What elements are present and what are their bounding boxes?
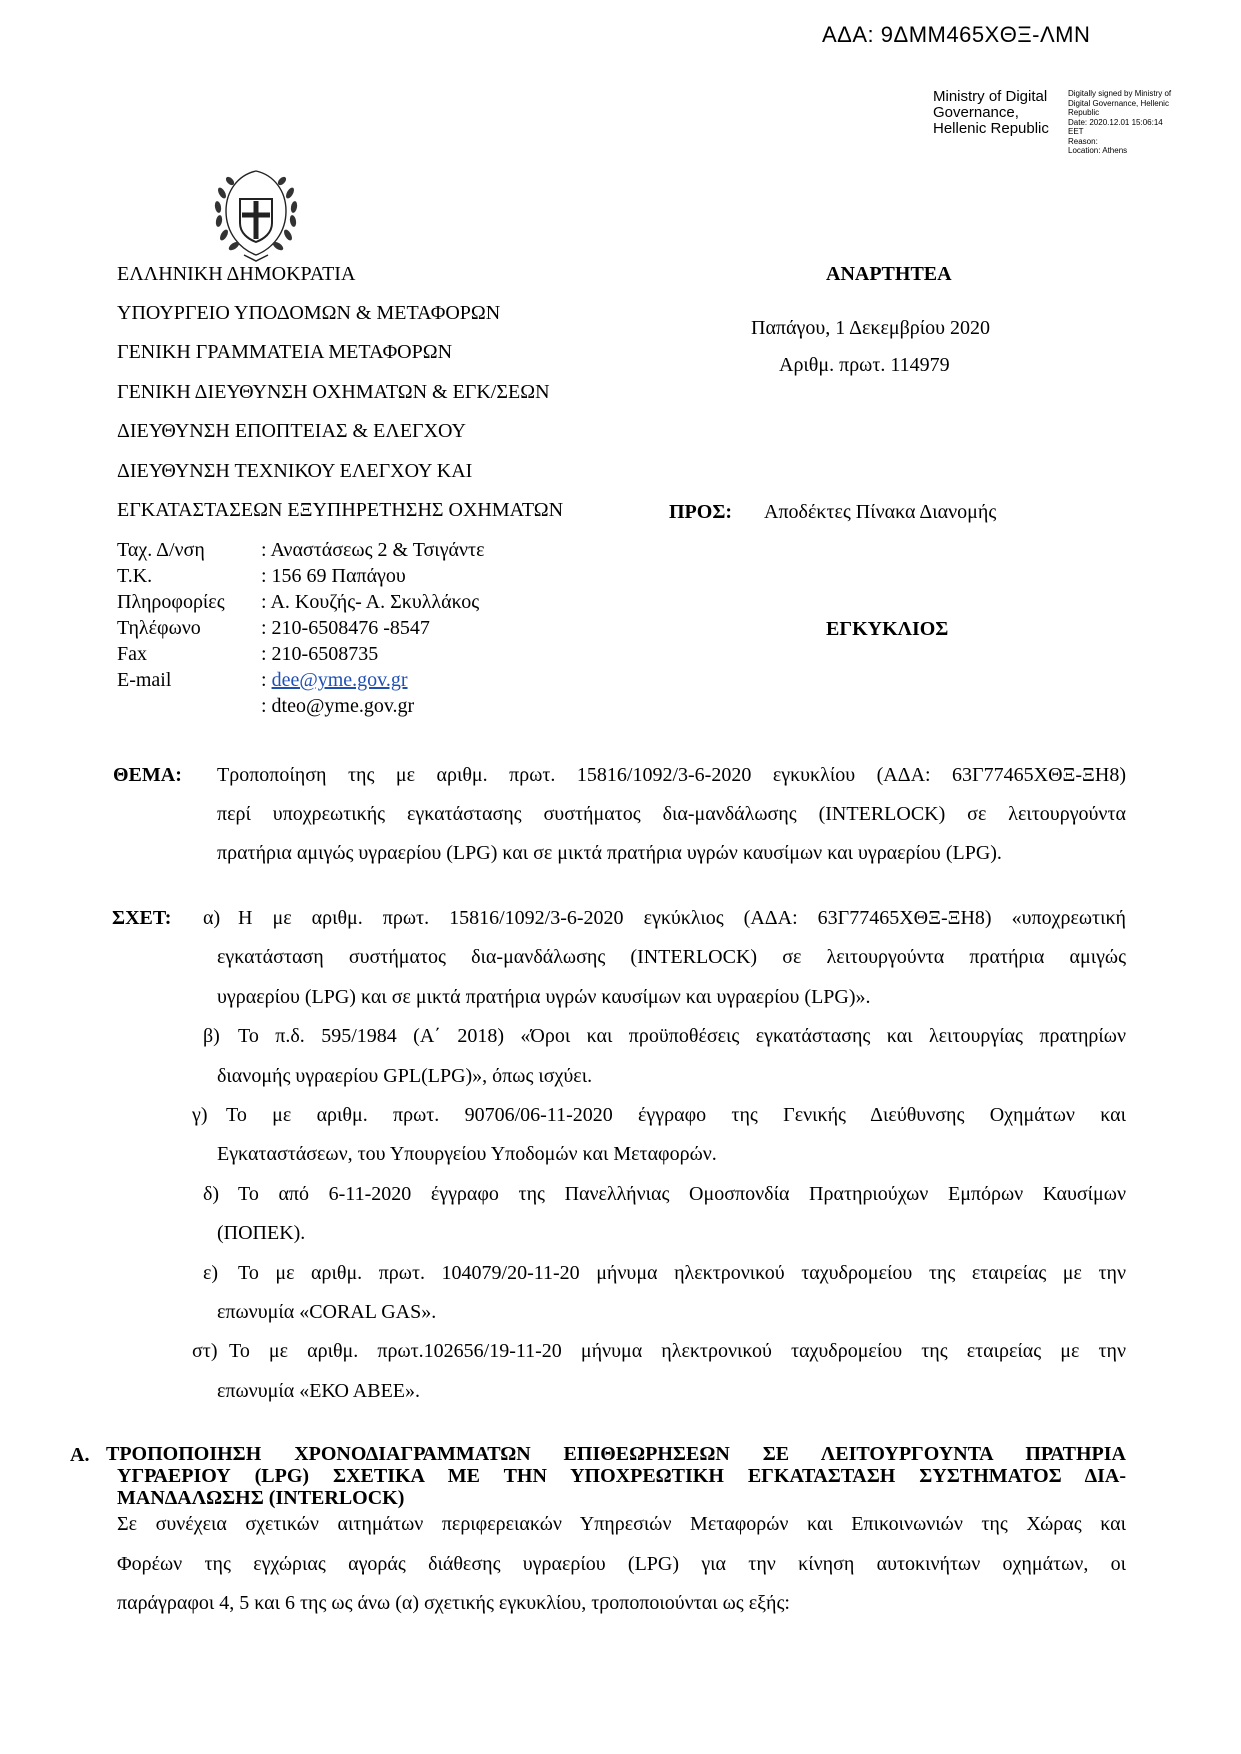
reference-marker: στ) — [192, 1340, 218, 1362]
reference-line: επωνυμία «CORAL GAS». — [217, 1301, 437, 1323]
ada-header: ΑΔΑ: 9ΔΜΜ465ΧΘΞ-ΛΜΝ — [822, 22, 1091, 47]
postal-code-value: : 156 69 Παπάγου — [261, 565, 406, 587]
reference-line: διανομής υγραερίου GPL(LPG)», όπως ισχύει. — [217, 1065, 593, 1087]
reference-line: (ΠΟΠΕΚ). — [217, 1222, 306, 1244]
reference-marker: δ) — [203, 1183, 220, 1205]
heading-line: ΓΕΝΙΚΗ ΓΡΑΜΜΑΤΕΙΑ ΜΕΤΑΦΟΡΩΝ — [117, 341, 453, 363]
heading-line: ΥΠΟΥΡΓΕΙΟ ΥΠΟΔΟΜΩΝ & ΜΕΤΑΦΟΡΩΝ — [117, 302, 501, 324]
address-value: : Αναστάσεως 2 & Τσιγάντε — [261, 539, 485, 561]
protocol-number: Αριθμ. πρωτ. 114979 — [779, 354, 950, 376]
heading-line: ΓΕΝΙΚΗ ΔΙΕΥΘΥΝΣΗ ΟΧΗΜΑΤΩΝ & ΕΓΚ/ΣΕΩΝ — [117, 381, 550, 403]
signature-detail-line: Digital Governance, Hellenic — [1068, 98, 1169, 108]
fax-label: Fax — [117, 643, 147, 665]
subject-line: περί υποχρεωτικής εγκατάστασης συστήματος δια-μανδάλωσης (INTERLOCK) σε λειτουργούντα — [217, 803, 1126, 825]
reference-line: Το με αριθμ. πρωτ. 104079/20-11-20 μήνυμα ηλεκτρονικού ταχυδρομείου της εταιρείας με την — [238, 1262, 1126, 1284]
signature-detail-line: Digitally signed by Ministry of — [1068, 89, 1172, 98]
reference-line: επωνυμία «ΕΚΟ ΑΒΕΕ». — [217, 1380, 421, 1402]
section-a-body-line: Φορέων της εγχώριας αγοράς διάθεσης υγραερίου (LPG) για την κίνηση αυτοκινήτων οχημάτων, οι — [117, 1553, 1126, 1575]
postal-code-label: Τ.Κ. — [117, 565, 153, 587]
section-a-marker: Α. — [70, 1444, 90, 1466]
reference-marker: β) — [203, 1025, 220, 1047]
subject-label: ΘΕΜΑ: — [113, 764, 182, 786]
heading-line: ΕΓΚΑΤΑΣΤΑΣΕΩΝ ΕΞΥΠΗΡΕΤΗΣΗΣ ΟΧΗΜΑΤΩΝ — [117, 499, 564, 521]
reference-line: υγραερίου (LPG) και σε μικτά πρατήρια υγρών καυσίμων και υγραερίου (LPG)». — [217, 986, 871, 1008]
reference-line: Το με αριθμ. πρωτ. 90706/06-11-2020 έγγραφο της Γενικής Διεύθυνσης Οχημάτων και — [226, 1104, 1126, 1126]
signature-detail-line: EET — [1068, 127, 1084, 136]
subject-line: πρατήρια αμιγώς υγραερίου (LPG) και σε μικτά πρατήρια υγρών καυσίμων και υγραερίου (LPG). — [217, 842, 1002, 864]
reference-marker: ε) — [203, 1262, 219, 1284]
heading-line: ΔΙΕΥΘΥΝΣΗ ΕΠΟΠΤΕΙΑΣ & ΕΛΕΓΧΟΥ — [117, 420, 466, 442]
heading-line: ΔΙΕΥΘΥΝΣΗ ΤΕΧΝΙΚΟΥ ΕΛΕΓΧΟΥ ΚΑΙ — [117, 460, 473, 482]
reference-line: Εγκαταστάσεων, του Υπουργείου Υποδομών και Μεταφορών. — [217, 1143, 717, 1165]
signature-detail-line: Location: Athens — [1068, 146, 1128, 155]
address-label: Ταχ. Δ/νση — [117, 539, 205, 561]
email-value — [261, 668, 408, 692]
email-label: E-mail — [117, 669, 172, 691]
info-label: Πληροφορίες — [117, 591, 225, 613]
recipient-label: ΠΡΟΣ: — [669, 501, 733, 523]
signature-signer — [933, 89, 1049, 137]
heading-line: ΕΛΛΗΝΙΚΗ ΔΗΜΟΚΡΑΤΙΑ — [117, 263, 356, 285]
signature-detail-line: Date: 2020.12.01 15:06:14 — [1068, 117, 1163, 127]
circular-label: ΕΓΚΥΚΛΙΟΣ — [826, 618, 949, 640]
section-a-title-line: ΤΡΟΠΟΠΟΙΗΣΗ ΧΡΟΝΟΔΙΑΓΡΑΜΜΑΤΩΝ ΕΠΙΘΕΩΡΗΣΕΩΝ ΣΕ ΛΕΙΤΟΥΡΓΟΥΝΤΑ ΠΡΑΤΗΡΙΑ — [106, 1443, 1126, 1465]
signature-detail-line: Reason: — [1068, 136, 1098, 146]
signature-signer-line: Governance, — [933, 104, 1019, 121]
email-link[interactable]: dee@yme.gov.gr — [271, 669, 408, 691]
fax-value: : 210-6508735 — [261, 643, 379, 665]
recipient-value: Αποδέκτες Πίνακα Διανομής — [764, 501, 997, 523]
reference-line: Η με αριθμ. πρωτ. 15816/1092/3-6-2020 εγκύκλιος (ΑΔΑ: 63Γ77465ΧΘΞ-ΞΗ8) «υποχρεωτική — [238, 907, 1126, 929]
reference-marker: γ) — [192, 1104, 208, 1126]
section-a-body-line: Σε συνέχεια σχετικών αιτημάτων περιφερειακών Υπηρεσιών Μεταφορών και Επικοινωνιών της Χώρας και — [117, 1513, 1126, 1535]
reference-line: Το με αριθμ. πρωτ.102656/19-11-20 μήνυμα ηλεκτρονικού ταχυδρομείου της εταιρείας με την — [229, 1340, 1126, 1362]
signature-details — [1068, 89, 1171, 156]
signature-signer-line: Hellenic Republic — [933, 120, 1049, 137]
document-date: Παπάγου, 1 Δεκεμβρίου 2020 — [751, 317, 991, 339]
reference-marker: α) — [203, 907, 221, 929]
section-a-title-line: ΜΑΝΔΑΛΩΣΗΣ (INTERLOCK) — [117, 1487, 405, 1509]
signature-signer-line: Ministry of Digital — [933, 88, 1048, 105]
references-label: ΣΧΕΤ: — [112, 907, 172, 929]
reference-line: Το από 6-11-2020 έγγραφο της Πανελλήνιας Ομοσπονδία Πρατηριούχων Εμπόρων Καυσίμων — [238, 1183, 1126, 1205]
posting-label: ΑΝΑΡΤΗΤΕΑ — [826, 263, 952, 285]
reference-line: Το π.δ. 595/1984 (Α΄ 2018) «Όροι και προϋποθέσεις εγκατάστασης και λειτουργίας πρατηρίων — [238, 1025, 1126, 1047]
reference-line: εγκατάσταση συστήματος δια-μανδάλωσης (INTERLOCK) σε λειτουργούντα πρατήρια αμιγώς — [217, 946, 1126, 968]
phone-label: Τηλέφωνο — [117, 617, 201, 639]
phone-value: : 210-6508476 -8547 — [261, 617, 430, 639]
subject-line: Τροποποίηση της με αριθμ. πρωτ. 15816/1092/3-6-2020 εγκυκλίου (ΑΔΑ: 63Γ77465ΧΘΞ-ΞΗ8) — [217, 764, 1126, 786]
email-secondary-value: : dteo@yme.gov.gr — [261, 695, 415, 717]
signature-detail-line: Republic — [1068, 108, 1100, 117]
section-a-title-line: ΥΓΡΑΕΡΙΟΥ (LPG) ΣΧΕΤΙΚΑ ΜΕ ΤΗΝ ΥΠΟΧΡΕΩΤΙΚΗ ΕΓΚΑΤΑΣΤΑΣΗ ΣΥΣΤΗΜΑΤΟΣ ΔΙΑ- — [117, 1465, 1126, 1487]
info-value: : Α. Κουζής- Α. Σκυλλάκος — [261, 591, 480, 613]
email-colon: : — [261, 669, 272, 691]
coat-of-arms-emblem — [210, 165, 302, 263]
section-a-body-line: παράγραφοι 4, 5 και 6 της ως άνω (α) σχετικής εγκυκλίου, τροποποιούνται ως εξής: — [117, 1592, 790, 1614]
